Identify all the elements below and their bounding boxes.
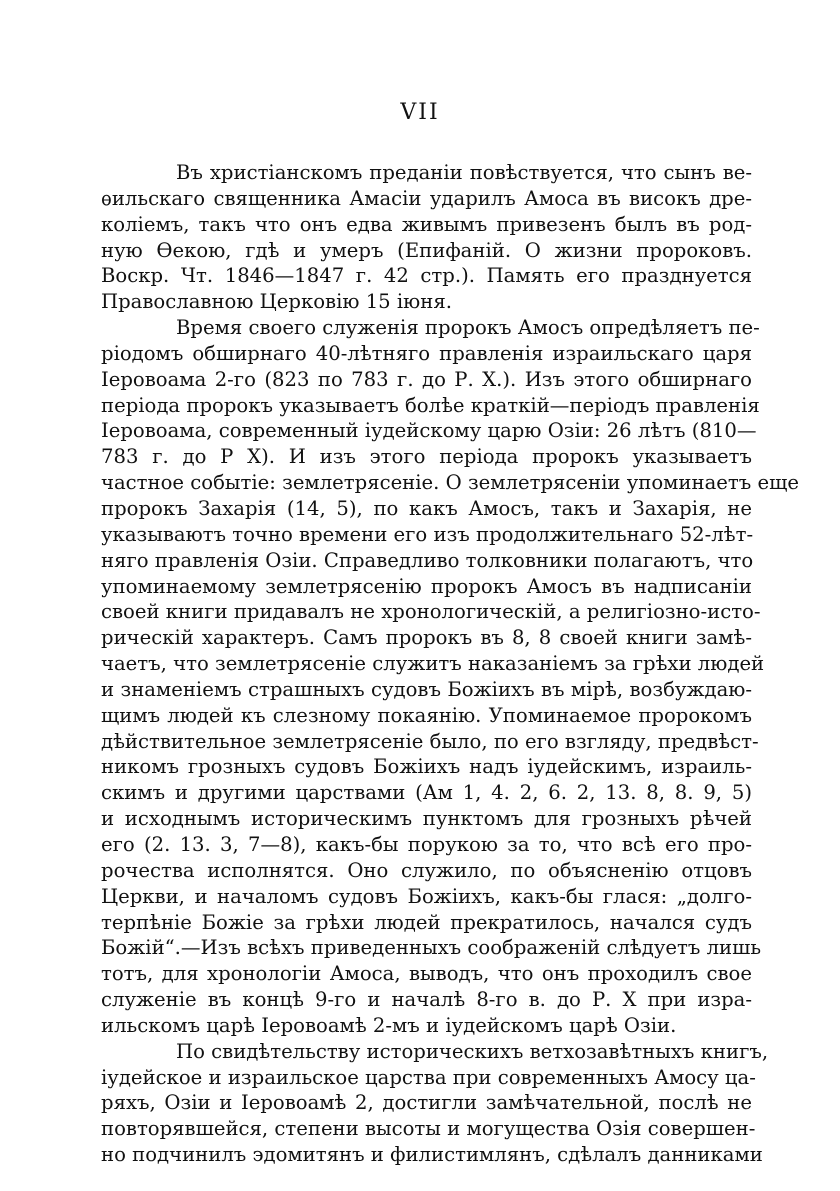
text-line: Въ христіанскомъ преданіи повѣствуется, что сынъ ве- (176, 161, 752, 184)
text-line: 783 г. до Р X). И изъ этого періода пророкъ указываетъ (101, 445, 752, 469)
text-line: щимъ людей къ слезному покаянію. Упоминаемое пророкомъ (101, 703, 752, 727)
text-line: ѳильскаго священника Амасіи ударилъ Амоса въ високъ дре- (101, 186, 752, 210)
text-line: Іеровоама, современный іудейскому царю Озіи: 26 лѣтъ (810— (101, 419, 757, 443)
text-line: своей книги придавалъ не хронологическій, а религіозно-исто- (101, 600, 761, 624)
text-line: Церкви, и началомъ судовъ Божіихъ, какъ-бы глася: „долго- (101, 884, 752, 908)
text-line: ную Ѳекою, гдѣ и умеръ (Епифаній. О жизни пророковъ. (101, 238, 752, 262)
text-line: терпѣніе Божіе за грѣхи людей прекратилось, начался судъ (101, 910, 752, 934)
text-line: няго правленія Озіи. Справедливо толковники полагаютъ, что (101, 548, 754, 572)
text-line: Божій“.—Изъ всѣхъ приведенныхъ соображеній слѣдуетъ лишь (101, 936, 762, 960)
text-line: указываютъ точно времени его изъ продолжительнаго 52-лѣт- (101, 522, 754, 546)
text-line: ріодомъ обширнаго 40-лѣтняго правленія израильскаго царя (101, 341, 752, 365)
text-line: ильскомъ царѣ Іеровоамѣ 2-мъ и іудейскомъ царѣ Озіи. (101, 1013, 677, 1037)
text-line: и знаменіемъ страшныхъ судовъ Божіихъ въ мірѣ, возбуждаю- (101, 677, 752, 701)
text-line: скимъ и другими царствами (Ам 1, 4. 2, 6. 2, 13. 8, 8. 9, 5) (101, 781, 752, 805)
text-line: рочества исполнятся. Оно служило, по объясненію отцовъ (101, 858, 752, 882)
text-line: пророкъ Захарія (14, 5), по какъ Амосъ, такъ и Захарія, не (101, 497, 752, 520)
text-line: тотъ, для хронологіи Амоса, выводъ, что онъ проходилъ свое (101, 962, 752, 986)
text-line: служеніе въ концѣ 9-го и началѣ 8-го в. до Р. X при изра- (101, 988, 752, 1012)
text-line: частное событіе: землетрясеніе. О землетрясеніи упоминаетъ еще (101, 471, 799, 495)
text-line: дѣйствительное землетрясеніе было, по его взгляду, предвѣст- (101, 729, 759, 753)
text-line: и исходнымъ историческимъ пунктомъ для грозныхъ рѣчей (101, 807, 752, 831)
text-line: повторявшейся, степени высоты и могущества Озія совершен- (101, 1117, 756, 1141)
text-line: но подчинилъ эдомитянъ и филистимлянъ, сдѣлалъ данниками (101, 1143, 763, 1167)
text-line: рическій характеръ. Самъ пророкъ въ 8, 8 своей книги замѣ- (101, 626, 752, 650)
text-line: Православною Церковію 15 іюня. (101, 290, 452, 314)
text-line: Время своего служенія пророкъ Амосъ опредѣляетъ пе- (176, 316, 760, 340)
text-line: Воскр. Чт. 1846—1847 г. 42 стр.). Память его празднуется (101, 264, 752, 288)
text-line: Іеровоама 2-го (823 по 783 г. до Р. X.). Изъ этого обширнаго (101, 367, 752, 391)
text-line: никомъ грозныхъ судовъ Божіихъ надъ іудейскимъ, израиль- (101, 755, 752, 779)
text-line: коліемъ, такъ что онъ едва живымъ привезенъ былъ въ род- (101, 212, 752, 236)
text-line: его (2. 13. 3, 7—8), какъ-бы порукою за то, что всѣ его про- (101, 833, 752, 856)
text-line: чаетъ, что землетрясеніе служитъ наказаніемъ за грѣхи людей (101, 652, 765, 676)
text-line: ряхъ, Озіи и Іеровоамѣ 2, достигли замѣчательной, послѣ не (101, 1091, 752, 1115)
page-number: VII (400, 100, 440, 125)
text-line: упоминаемому землетрясенію пророкъ Амосъ въ надписаніи (101, 574, 752, 598)
text-line: періода пророкъ указываетъ болѣе краткій—періодъ правленія (101, 393, 760, 417)
text-line: іудейское и израильское царства при современныхъ Амосу ца- (101, 1065, 756, 1089)
text-line: По свидѣтельству историческихъ ветхозавѣтныхъ книгъ, (176, 1039, 769, 1063)
